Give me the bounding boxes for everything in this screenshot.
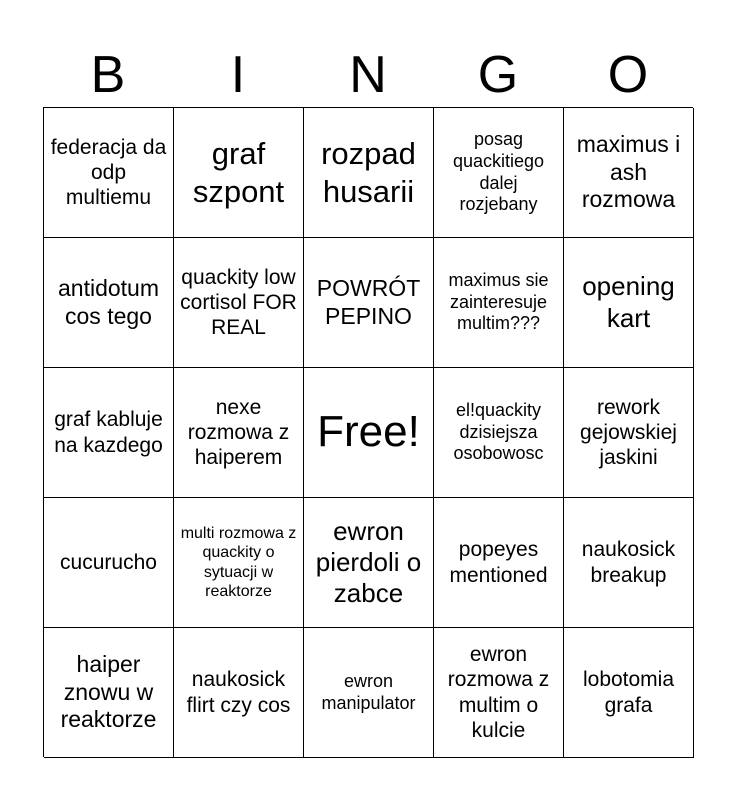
bingo-cell[interactable] (174, 368, 304, 498)
cell-text: rozpad husarii (321, 136, 416, 209)
bingo-cell[interactable] (174, 498, 304, 628)
bingo-board (43, 107, 693, 757)
bingo-cell[interactable] (434, 368, 564, 498)
bingo-cell[interactable] (434, 108, 564, 238)
header-letter-b: B (90, 46, 126, 104)
cell-text: popeyes mentioned (449, 538, 548, 587)
bingo-cell[interactable] (304, 238, 434, 368)
bingo-cell[interactable] (564, 498, 694, 628)
cell-text: lobotomia grafa (582, 668, 675, 717)
bingo-cell[interactable] (564, 108, 694, 238)
cell-text: rework gejowskiej jaskini (580, 395, 677, 470)
cell-text: ewron manipulator (321, 670, 416, 713)
cell-text: nexe rozmowa z haiperem (187, 395, 290, 470)
bingo-cell[interactable] (434, 498, 564, 628)
bingo-header (43, 42, 693, 108)
bingo-cell[interactable] (44, 498, 174, 628)
header-letter-n: N (349, 46, 387, 104)
cell-text: maximus i ash rozmowa (576, 131, 681, 213)
free-space[interactable] (304, 368, 434, 498)
header-letter-g: G (477, 46, 519, 104)
cell-text: graf kabluje na kazdego (54, 408, 163, 457)
cell-text: ewron pierdoli o zabce (315, 515, 422, 609)
bingo-cell[interactable] (564, 628, 694, 758)
cell-text: naukosick flirt czy cos (186, 668, 291, 717)
bingo-cell[interactable] (434, 238, 564, 368)
cell-text: ewron rozmowa z multim o kulcie (447, 643, 550, 742)
bingo-cell[interactable] (564, 368, 694, 498)
bingo-cell[interactable] (44, 628, 174, 758)
cell-text: quackity low cortisol FOR REAL (180, 265, 297, 340)
cell-text: graf szpont (192, 136, 285, 209)
bingo-cell[interactable] (304, 108, 434, 238)
bingo-cell[interactable] (304, 498, 434, 628)
bingo-cell[interactable] (44, 368, 174, 498)
cell-text: cucurucho (60, 550, 157, 574)
bingo-cell[interactable] (174, 238, 304, 368)
cell-text: el!quackity dzisiejsza osobowosc (453, 400, 544, 464)
cell-text: haiper znowu w reaktorze (60, 651, 157, 733)
bingo-cell[interactable] (174, 628, 304, 758)
bingo-cell[interactable] (44, 238, 174, 368)
cell-text: antidotum cos tego (57, 274, 159, 329)
bingo-cell[interactable] (434, 628, 564, 758)
bingo-cell[interactable] (304, 628, 434, 758)
header-letter-o: O (607, 46, 649, 104)
cell-text: maximus sie zainteresuje multim??? (448, 270, 549, 334)
cell-text: multi rozmowa z quackity o sytuacji w reaktorze (180, 525, 297, 600)
cell-text: federacja da odp multiemu (50, 135, 167, 210)
cell-text: naukosick breakup (581, 538, 676, 587)
bingo-cell[interactable] (174, 108, 304, 238)
cell-text: POWRÓT PEPINO (316, 274, 421, 329)
cell-text: opening kart (582, 271, 675, 333)
bingo-cell[interactable] (44, 108, 174, 238)
bingo-cell[interactable] (564, 238, 694, 368)
free-space-text: Free! (317, 407, 420, 457)
cell-text: posag quackitiego dalej rozjebany (452, 129, 545, 215)
header-letter-i: I (230, 46, 246, 104)
